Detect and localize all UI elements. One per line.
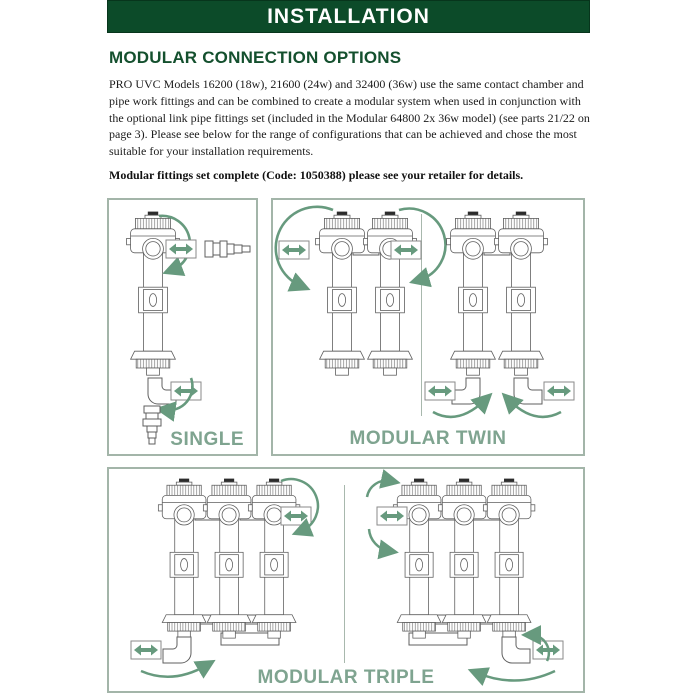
uv-unit <box>393 479 444 638</box>
uv-unit <box>316 212 369 375</box>
intro-paragraph: PRO UVC Models 16200 (18w), 21600 (24w) and 32400 (36w) use the same contact chamber and pipe work fittings and can be combined to create a modular system when used in conjunction with the optional link pipe fittings set (included in the Modular 64800 2x 36w model) (see parts 21/22 on page 3). Please see below for the range of configurations that can be achieved and chose the most suitable for your installation requirements. <box>109 77 590 159</box>
elbow-fitting <box>452 378 480 404</box>
uv-unit <box>438 479 489 638</box>
flow-arrow-box <box>391 241 421 259</box>
flow-arrow-box <box>425 382 455 400</box>
modular-triple-label: MODULAR TRIPLE <box>257 667 435 688</box>
modular-twin-diagram <box>273 200 583 430</box>
hose-tail <box>205 241 250 257</box>
flow-arrow-box <box>279 241 309 259</box>
uv-unit <box>127 212 180 375</box>
banner-title: INSTALLATION <box>267 4 430 28</box>
figure-twin-box <box>271 198 585 456</box>
section-title: MODULAR CONNECTION OPTIONS <box>109 48 402 67</box>
single-label: SINGLE <box>170 429 244 450</box>
figure-single-box <box>107 198 258 456</box>
figure-triple-box <box>107 467 585 693</box>
uv-unit <box>158 479 209 638</box>
modular-twin-label: MODULAR TWIN <box>349 428 507 449</box>
uv-unit <box>495 212 548 375</box>
hose-tail <box>143 406 161 444</box>
uv-unit <box>203 479 254 638</box>
elbow-fitting <box>163 637 191 663</box>
uv-unit <box>248 479 299 638</box>
uv-unit <box>364 212 417 375</box>
uv-unit <box>447 212 500 375</box>
flow-arrow-box <box>131 641 161 659</box>
elbow-fitting <box>502 637 530 663</box>
flow-arrow-box <box>377 507 407 525</box>
flow-arrow-box <box>281 507 311 525</box>
rotation-arrow <box>367 481 391 497</box>
installation-banner <box>107 0 590 33</box>
single-unit-diagram <box>109 200 256 450</box>
flow-arrow-box <box>544 382 574 400</box>
flow-arrow-box <box>171 382 201 400</box>
modular-triple-diagram <box>109 469 583 687</box>
uv-unit <box>483 479 534 638</box>
flow-arrow-box <box>166 240 196 258</box>
fittings-code-note: Modular fittings set complete (Code: 1050388) please see your retailer for details. <box>109 168 524 182</box>
rotation-arrow <box>369 529 389 551</box>
elbow-fitting <box>514 378 542 404</box>
